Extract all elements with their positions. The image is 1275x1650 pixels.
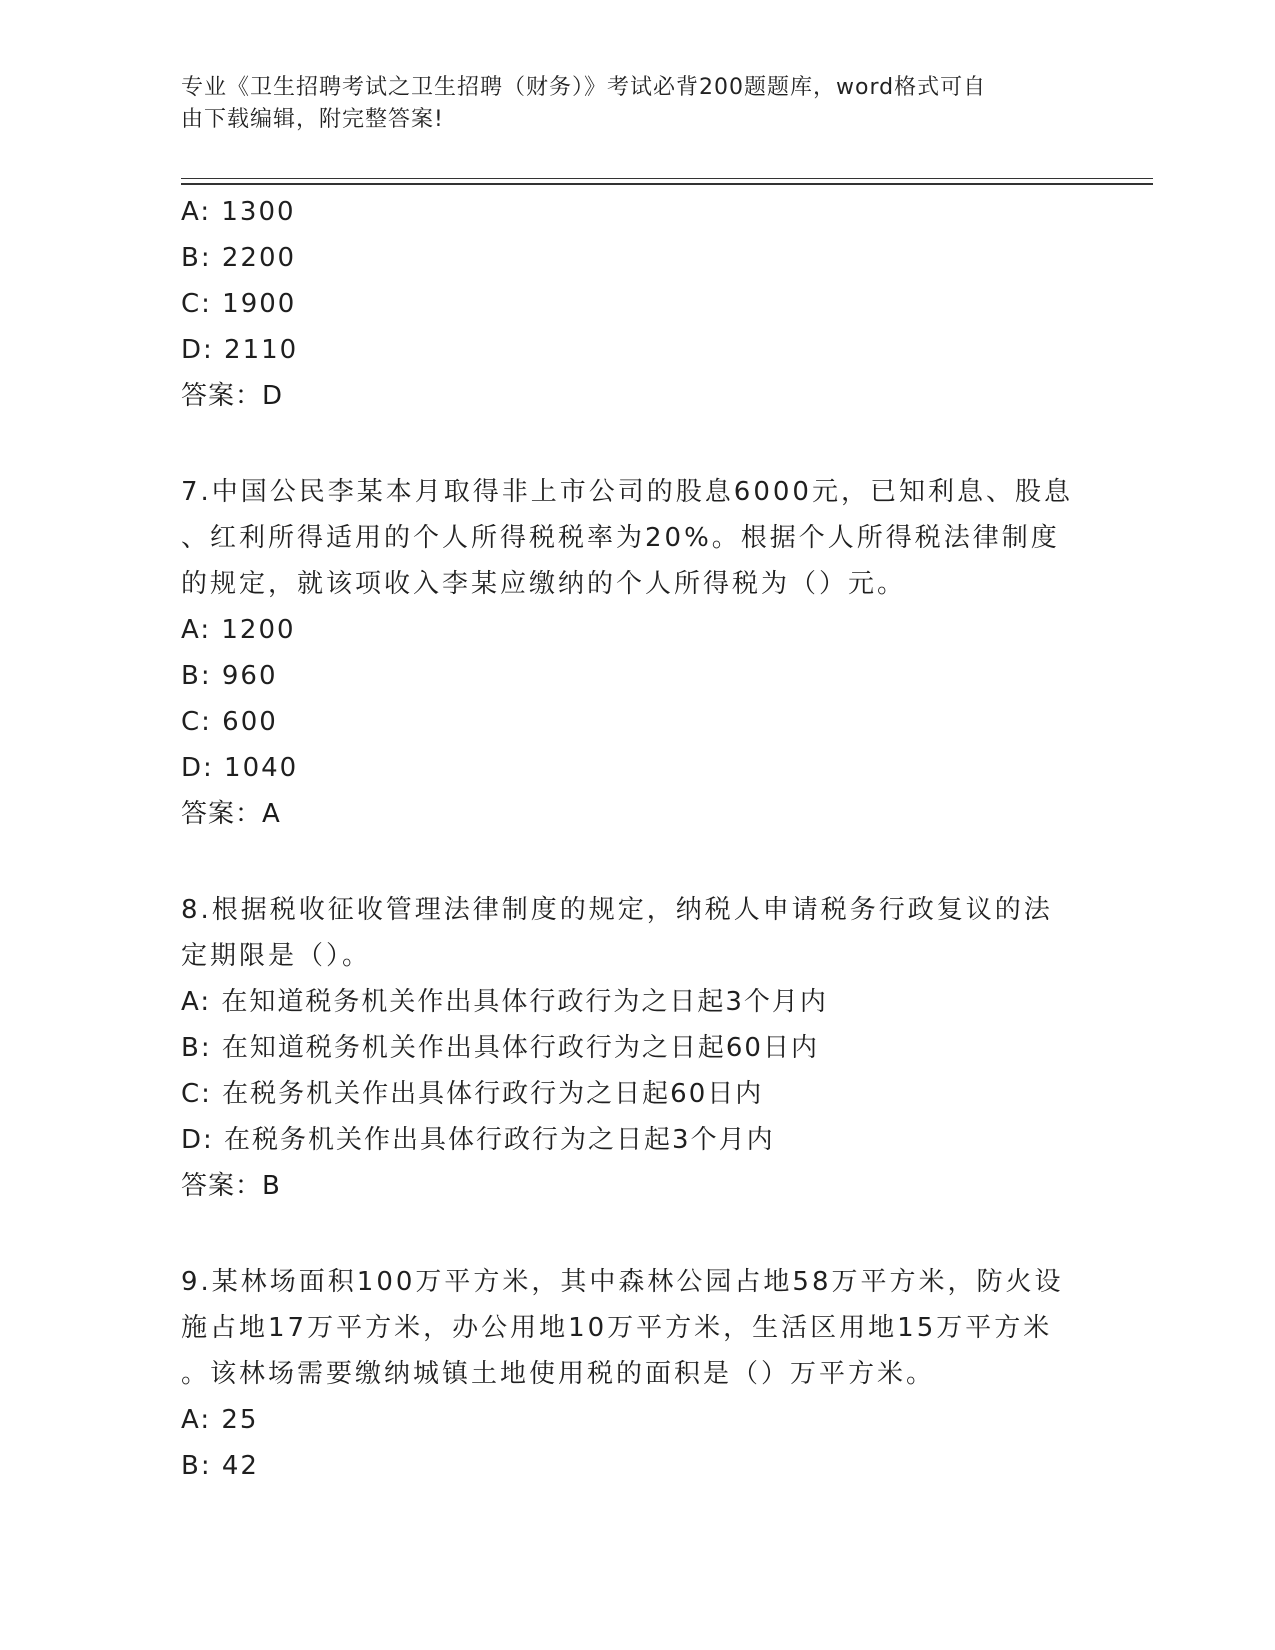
answer-text: 答案：B <box>181 1171 281 1201</box>
option-a: A: 25 <box>181 1405 259 1435</box>
answer-text: 答案：A <box>181 799 281 829</box>
question-text <box>181 469 1073 607</box>
question-text-line: 9.某林场面积100万平方米，其中森林公园占地58万平方米，防火设 <box>181 1267 1064 1297</box>
question-8 <box>181 887 1081 1209</box>
option-b: B: 960 <box>181 661 278 691</box>
option-b: B: 在知道税务机关作出具体行政行为之日起60日内 <box>181 1033 819 1063</box>
header-divider-thin <box>181 178 1153 179</box>
document-header <box>181 72 1051 136</box>
question-text-line: 的规定，就该项收入李某应缴纳的个人所得税为（）元。 <box>181 569 907 599</box>
option-a: A: 在知道税务机关作出具体行政行为之日起3个月内 <box>181 987 828 1017</box>
option-a: A: 1300 <box>181 197 296 227</box>
question-text <box>181 1259 1064 1397</box>
question-text-line: 7.中国公民李某本月取得非上市公司的股息6000元，已知利息、股息 <box>181 477 1073 507</box>
question-text-line: 定期限是（）。 <box>181 941 372 971</box>
option-c: C: 在税务机关作出具体行政行为之日起60日内 <box>181 1079 764 1109</box>
question-7 <box>181 469 1081 837</box>
document-body <box>181 189 1081 1489</box>
question-9 <box>181 1259 1081 1489</box>
option-d: D: 在税务机关作出具体行政行为之日起3个月内 <box>181 1125 775 1155</box>
question-text-line: 施占地17万平方米，办公用地10万平方米，生活区用地15万平方米 <box>181 1313 1053 1343</box>
question-text-line: 。该林场需要缴纳城镇土地使用税的面积是（）万平方米。 <box>181 1359 936 1389</box>
option-b: B: 42 <box>181 1451 259 1481</box>
option-b: B: 2200 <box>181 243 297 273</box>
question-text <box>181 887 1061 979</box>
option-d: D: 1040 <box>181 753 299 783</box>
header-divider-thick <box>181 183 1153 185</box>
header-line-1: 专业《卫生招聘考试之卫生招聘（财务）》考试必背200题题库，word格式可自 <box>181 75 987 100</box>
question-text-line: 8.根据税收征收管理法律制度的规定，纳税人申请税务行政复议的法 <box>181 895 1053 925</box>
option-d: D: 2110 <box>181 335 299 365</box>
option-c: C: 600 <box>181 707 278 737</box>
question-text-line: 、红利所得适用的个人所得税税率为20%。根据个人所得税法律制度 <box>181 523 1060 553</box>
option-a: A: 1200 <box>181 615 296 645</box>
partial-question <box>181 189 1081 419</box>
option-c: C: 1900 <box>181 289 297 319</box>
answer-text: 答案：D <box>181 381 284 411</box>
header-line-2: 由下载编辑，附完整答案! <box>181 107 444 132</box>
